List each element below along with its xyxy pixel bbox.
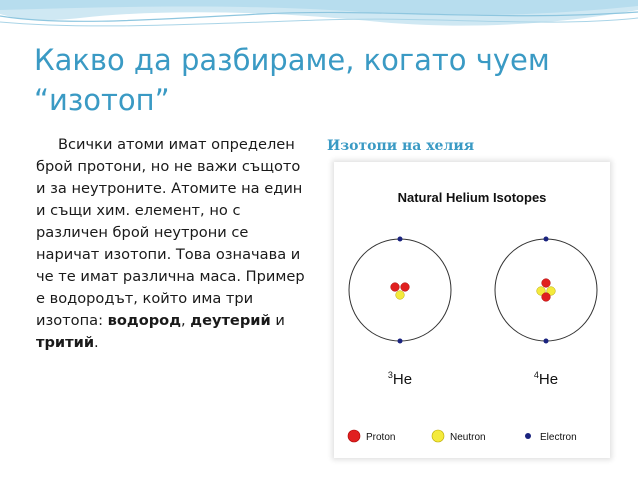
helium-isotopes-figure <box>334 162 610 458</box>
proton-icon <box>542 279 551 288</box>
header-wave-decoration <box>0 0 638 40</box>
slide-title: Какво да разбираме, когато чуем “изотоп” <box>34 43 550 117</box>
neutron-icon <box>396 291 405 300</box>
legend-neutron-label: Neutron <box>450 432 486 443</box>
term-hydrogen: водород <box>107 312 181 329</box>
term-deuterium: деутерий <box>190 312 271 329</box>
electron-icon <box>544 339 549 344</box>
atom-he4 <box>495 237 597 389</box>
body-paragraph <box>36 134 314 354</box>
orbit-he3 <box>349 239 451 341</box>
electron-icon <box>398 237 403 242</box>
electron-icon <box>398 339 403 344</box>
body-text: Всички атоми имат определен брой протони, но не важи същото и за неутроните. Атомите на един и същи хим. елемент, но с различен брой неутрони се наричат изотопи. Това означава и че те имат различна маса. Пример е водородът, който има три изотопа: <box>36 136 305 329</box>
electron-icon <box>544 237 549 242</box>
figure-title: Natural Helium Isotopes <box>397 190 547 205</box>
separator-2: и <box>270 312 285 329</box>
figure-caption: Изотопи на хелия <box>327 138 475 154</box>
legend-electron-label: Electron <box>540 432 577 443</box>
legend-proton-label: Proton <box>366 432 396 443</box>
term-tritium: тритий <box>36 334 95 351</box>
isotope-diagram <box>334 162 610 458</box>
isotope-label-he3: $^3$He <box>387 370 413 388</box>
legend-neutron-icon <box>432 430 444 442</box>
sentence-end: . <box>94 334 99 351</box>
legend-electron-icon <box>525 433 531 439</box>
proton-icon <box>401 283 410 292</box>
proton-icon <box>542 293 551 302</box>
orbit-he4 <box>495 239 597 341</box>
legend-proton-icon <box>348 430 360 442</box>
proton-icon <box>391 283 400 292</box>
isotope-label-he4: $^4$He <box>533 370 559 388</box>
legend <box>348 430 577 443</box>
separator-1: , <box>181 312 186 329</box>
atom-he3 <box>349 237 451 389</box>
